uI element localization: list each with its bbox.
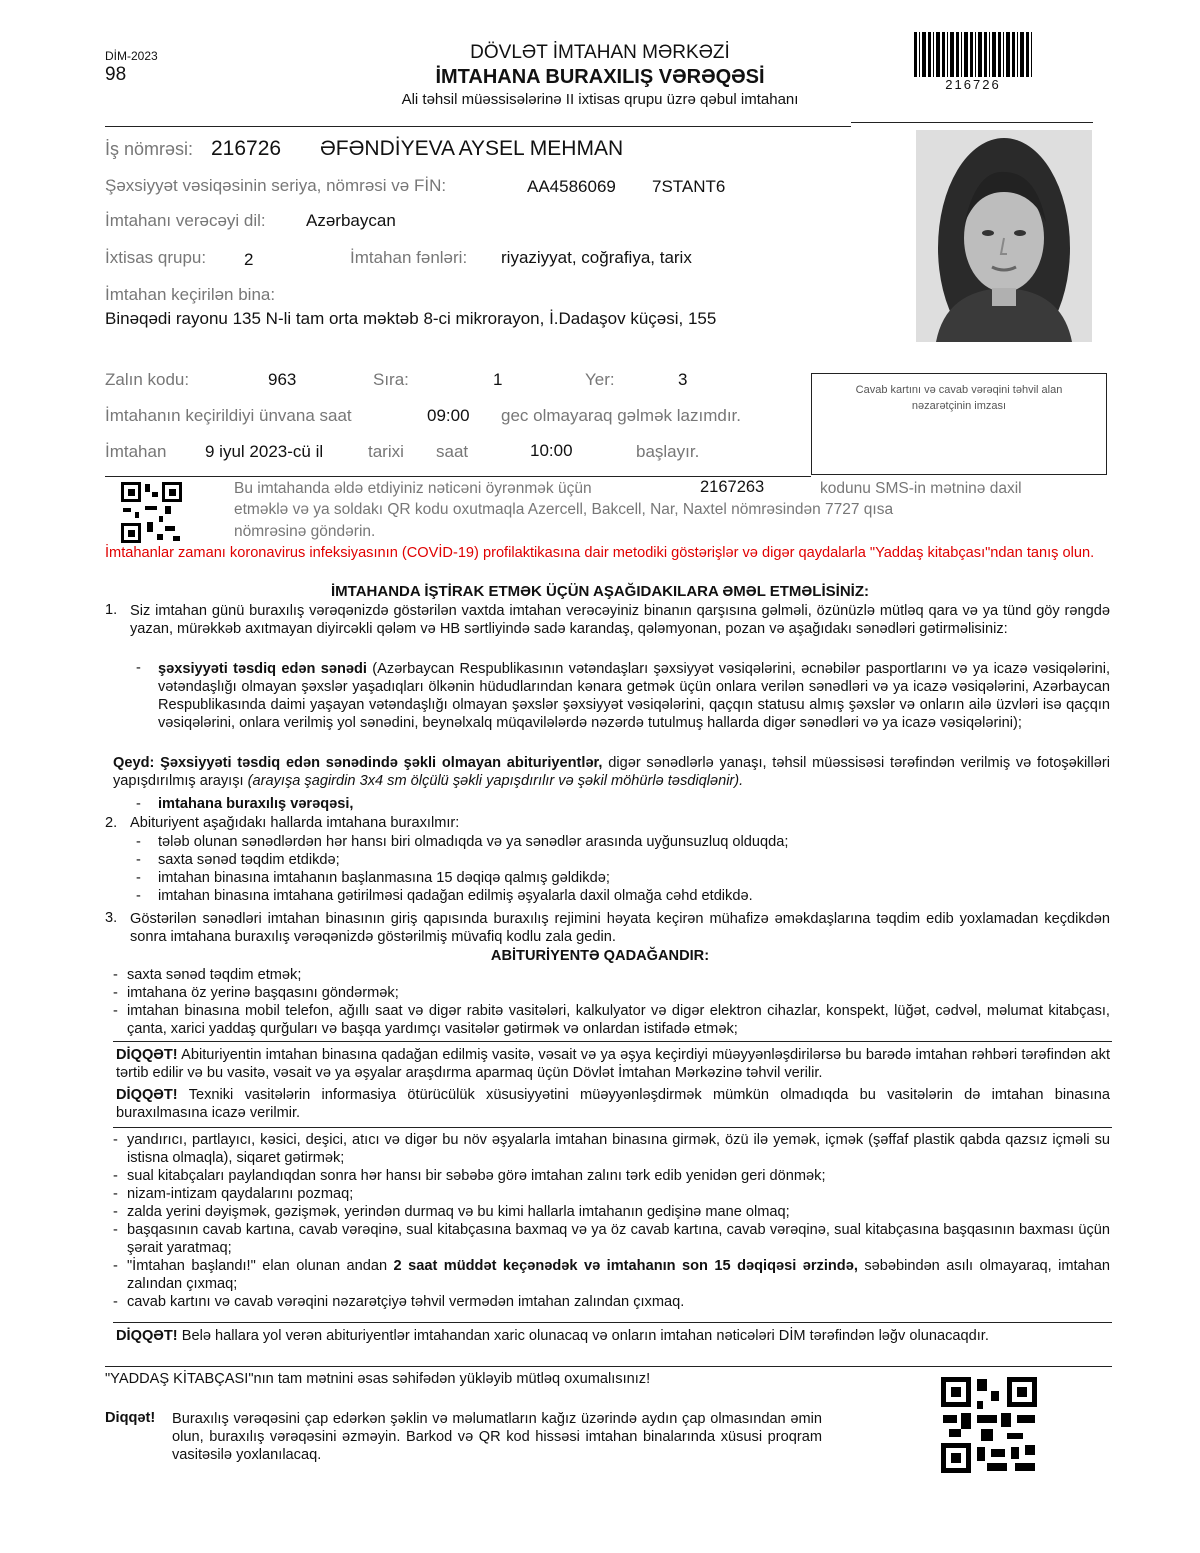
list-item: - cavab kartını və cavab vərəqini nəzarətçiyə təhvil vermədən imtahan zalından çıxmaq. <box>113 1294 685 1310</box>
fin-code: 7STANT6 <box>652 177 726 196</box>
list-item: - zalda yerini dəyişmək, gəzişmək, yerindən durmaq və bu kimi hallarla imtahanın gedişinə mane olmaq; <box>113 1204 790 1220</box>
forbidden-list-a <box>113 966 1110 1038</box>
exam-time: 10:00 <box>530 441 573 460</box>
list-item: - başqasının cavab kartına, cavab vərəqinə, sual kitabçasına baxmaq və ya öz cavab kartına, cavab vərəqinə, sual kitabçasına başqasının baxması üçün şərait yaratmaq; <box>113 1222 1110 1256</box>
group-value: 2 <box>244 250 254 269</box>
sms-line1b: kodunu SMS-in mətninə daxil <box>820 480 1022 497</box>
list-item: - nizam-intizam qaydalarını pozmaq; <box>113 1186 354 1202</box>
signature-box-label: Cavab kartını və cavab vərəqini təhvil alan nəzarətçinin imzası <box>855 384 1063 412</box>
diqqet-text: Buraxılış vərəqəsini çap edərkən şəklin və məlumatların kağız üzərində aydın çap olmasından əmin olun, buraxılış vərəqəsini əzməyin. Barkod və QR kod hissəsi imtahan binalarında xüsusi proqram vasitəsilə yoxlanılacaq. <box>172 1411 822 1463</box>
id-no: AA4586069 <box>527 177 616 196</box>
note-italic: (arayışa şagirdin 3x4 sm ölçülü şəkli yapışdırılır və şəkil möhürlə təsdiqlənir). <box>247 773 744 789</box>
forbidden-title: ABİTURİYENTƏ QADAĞANDIR: <box>490 948 710 964</box>
list-item: - imtahana öz yerinə başqasını göndərmək; <box>113 985 399 1001</box>
group-label: İxtisas qrupu: <box>105 248 207 267</box>
rule-1: Siz imtahan günü buraxılış vərəqənizdə göstərilən vaxtda imtahan verəcəyiniz binanın qarşısına gəlməli, özünüzlə mütləq qara və ya tünd göy rəngdə yazan, mürəkkəb axıtmayan diyircəkli qələm və HB sərtliyində sadə karandaş, qələmyonan, pozan və aşağıdakı sənədləri gətirməlisiniz: <box>130 603 1110 637</box>
list-item: - saxta sənəd təqdim etmək; <box>113 967 302 983</box>
rule-1-num: 1. <box>105 602 118 618</box>
note <box>113 754 1110 790</box>
row-value: 1 <box>493 370 503 389</box>
building-value: Binəqədi rayonu 135 N-li tam orta məktəb 8-ci mikrorayon, İ.Dadaşov küçəsi, 155 <box>105 309 717 328</box>
doc-code: DİM-2023 <box>105 49 158 63</box>
attention-1: DİQQƏT! Abituriyentin imtahan binasına qadağan edilmiş vasitə, vəsait və ya əşya keçirdiyi müəyyənləşdirilərsə bu barədə imtahan rəhbəri tərəfindən akt tərtib edilir və bu vasitə, vəsait və ya əşyalar araşdırma aparmaq üçün Dövlət İmtahan Mərkəzinə təhvil verilir. <box>116 1047 1111 1081</box>
qr-code-icon <box>121 482 182 543</box>
list-item: - imtahan binasına imtahanın başlanmasına 15 dəqiqə qalmış gəldikdə; <box>136 870 610 886</box>
attention-word: DİQQƏT! <box>116 1087 178 1103</box>
list-item: - imtahan binasına imtahana gətirilməsi qadağan edilmiş əşyalarla daxil olmağa cəhd etdikdə. <box>136 888 753 904</box>
qr-code-icon <box>941 1377 1037 1473</box>
list-item: - imtahan binasına mobil telefon, ağıllı saat və digər rabitə vasitələri, kalkulyator və digər elektron cihazlar, konspekt, lüğət, cədvəl, məlumat kitabçası, çanta, xarici yaddaş qurğuları və başqa yardımçı vasitələr gətirmək və onlardan istifadə etmək; <box>113 1003 1110 1037</box>
note-text: digər sənədlərlə yanaşı, təhsil müəssisəsi tərəfindən verilmiş və fotoşəkilləri yapışdırılmış arayışı <box>113 755 1110 789</box>
arrive-suffix: gec olmayaraq gəlmək lazımdır. <box>501 406 741 425</box>
attention-2: DİQQƏT! Texniki vasitələrin informasiya ötürücülük xüsusiyyətini müəyyənləşdirmək mümkün olmadıqda bu vasitələrin də imtahan binasına buraxılmasına icazə verilmir. <box>116 1087 1110 1121</box>
rule-1-id-doc-text: (Azərbaycan Respublikasının vətəndaşları şəxsiyyət vəsiqələrini, əcnəbilər pasportlarını və ya icazə vəsiqələrini, vətəndaşlığı olmayan şəxslər yaşadıqları ölkənin hüdudlarından kənara getmək üçün onlara verilən sənədləri və ya icazə vəsiqələrini, Azərbaycan Respublikasında daimi yaşayan vətəndaşlığı olmayan şəxslər şəxsiyyət vəsiqələrini, qaçqın statusu almış şəxslər və onların ailə üzvləri isə qaçqın vəsiqələrini, onlara verilmiş yol sənədini, beynəlxalq müqavilələrdə nəzərdə tutulmuş hallarda digər sənədləri və ya icazə vəsiqələrini); <box>158 661 1111 731</box>
attention-box-top <box>113 1322 1112 1323</box>
bullet: - <box>136 660 141 676</box>
page-subtitle: Ali təhsil müəssisələrinə II ixtisas qrupu üzrə qəbul imtahanı <box>401 91 799 108</box>
rule-2-list <box>136 833 1110 905</box>
yaddas-notice: "YADDAŞ KİTABÇASI"nın tam mətnini əsas səhifədən yükləyib mütləq oxumalısınız! <box>105 1371 651 1387</box>
time-word: saat <box>436 442 469 461</box>
exam-label: İmtahan <box>105 442 167 461</box>
seat-value: 3 <box>678 370 688 389</box>
rule-2-num: 2. <box>105 815 118 831</box>
doc-number: 98 <box>105 64 127 85</box>
student-name: ƏFƏNDİYEVA AYSEL MEHMAN <box>320 137 624 160</box>
list-item: - sual kitabçaları paylandıqdan sonra hər hansı bir səbəbə görə imtahan zalını tərk edib yenidən geri dönmək; <box>113 1168 826 1184</box>
info-divider <box>105 476 811 477</box>
attention-word: DİQQƏT! <box>116 1328 178 1344</box>
covid-notice: İmtahanlar zamanı koronavirus infeksiyasının (COVİD-19) profilaktikasına dair metodiki göstərişlər və digər qaydalarla "Yaddaş kitabçası"ndan tanış olun. <box>105 545 1095 561</box>
id-label: Şəxsiyyət vəsiqəsinin seriya, nömrəsi və FİN: <box>105 176 447 195</box>
sms-line2: etməklə və ya soldakı QR kodu oxutmaqla Azercell, Bakcell, Nar, Naxtel nömrəsindən 7727 qısa <box>234 501 894 518</box>
arrive-time: 09:00 <box>427 406 470 425</box>
attention-word: DİQQƏT! <box>116 1047 178 1063</box>
rule-3: Göstərilən sənədləri imtahan binasının giriş qapısında buraxılış rejimini həyata keçirən mühafizə əməkdaşlarına təqdim edib yoxlamadan keçdikdən sonra imtahana buraxılış vərəqənizdə göstərilmiş müvafiq kodlu zala gedin. <box>130 911 1110 945</box>
org-name: DÖVLƏT İMTAHAN MƏRKƏZİ <box>470 42 730 63</box>
list-item: - saxta sənəd təqdim etdikdə; <box>136 852 340 868</box>
sms-line1a: Bu imtahanda əldə etdiyiniz nəticəni öyrənmək üçün <box>234 480 592 497</box>
lang-value: Azərbaycan <box>306 211 396 230</box>
header-divider-right <box>851 122 1093 123</box>
exam-date: 9 iyul 2023-cü il <box>205 442 324 461</box>
list-item: - "İmtahan başlandı!" elan olunan andan 2 saat müddət keçənədək və imtahanın son 15 dəqiqəsi ərzində, səbəbindən asılı olmayaraq, imtahan zalından çıxmaq; <box>113 1258 1110 1292</box>
rules-title: İMTAHANDA İŞTİRAK ETMƏK ÜÇÜN AŞAĞIDAKILARA ƏMƏL ETMƏLİSİNİZ: <box>331 583 869 600</box>
work-no-label: İş nömrəsi: <box>105 139 194 159</box>
start-word: başlayır. <box>636 442 700 461</box>
barcode-number: 216726 <box>945 77 1001 92</box>
date-word: tarixi <box>368 442 404 461</box>
attention-box-bottom <box>113 1127 1112 1128</box>
sms-line3: nömrəsinə göndərin. <box>234 523 376 540</box>
hall-label: Zalın kodu: <box>105 370 190 389</box>
lang-label: İmtahanı verəcəyi dil: <box>105 211 266 230</box>
attention-box-bottom <box>105 1366 1112 1367</box>
arrive-label: İmtahanın keçirildiyi ünvana saat <box>105 406 352 425</box>
work-no: 216726 <box>211 137 282 160</box>
signature-box <box>811 373 1107 475</box>
subjects-value: riyaziyyat, coğrafiya, tarix <box>501 248 692 267</box>
sms-code: 2167263 <box>700 478 765 496</box>
header-divider <box>105 126 851 127</box>
diqqet-word: Diqqət! <box>105 1410 156 1426</box>
bullet: - <box>136 796 141 812</box>
page-title: İMTAHANA BURAXILIŞ VƏRƏQƏSİ <box>435 66 765 88</box>
note-bold: Qeyd: Şəxsiyyəti təsdiq edən sənədində şəkli olmayan abituriyentlər, <box>113 755 603 771</box>
forbidden-list-b <box>113 1131 1110 1311</box>
attention-3: DİQQƏT! Belə hallara yol verən abituriyentlər imtahandan xaric olunacaq və onların imtahan nəticələri DİM tərəfindən ləğv olunacaqdır. <box>116 1328 989 1344</box>
rule-1-id-doc <box>158 660 1110 732</box>
seat-label: Yer: <box>585 370 615 389</box>
rule-3-num: 3. <box>105 910 118 926</box>
barcode-icon <box>914 32 1032 77</box>
row-label: Sıra: <box>373 370 409 389</box>
rule-2: Abituriyent aşağıdakı hallarda imtahana buraxılmır: <box>130 815 460 831</box>
rule-1-id-doc-bold: şəxsiyyəti təsdiq edən sənədi <box>158 661 367 677</box>
rule-1-pass: imtahana buraxılış vərəqəsi, <box>158 796 354 812</box>
attention-box-top <box>113 1041 1112 1042</box>
list-item: - yandırıcı, partlayıcı, kəsici, deşici, atıcı və digər bu növ əşyalarla imtahan binasına girmək, özü ilə yemək, içmək (şəffaf plastik qabda qazsız içməli su istisna olmaqla), siqaret gətirmək; <box>113 1132 1110 1166</box>
subjects-label: İmtahan fənləri: <box>350 248 468 267</box>
building-label: İmtahan keçirilən bina: <box>105 285 276 304</box>
list-item: - tələb olunan sənədlərdən hər hansı biri olmadıqda və ya sənədlər arasında uyğunsuzluq olduqda; <box>136 834 789 850</box>
hall-value: 963 <box>268 370 297 389</box>
student-photo <box>916 130 1092 342</box>
